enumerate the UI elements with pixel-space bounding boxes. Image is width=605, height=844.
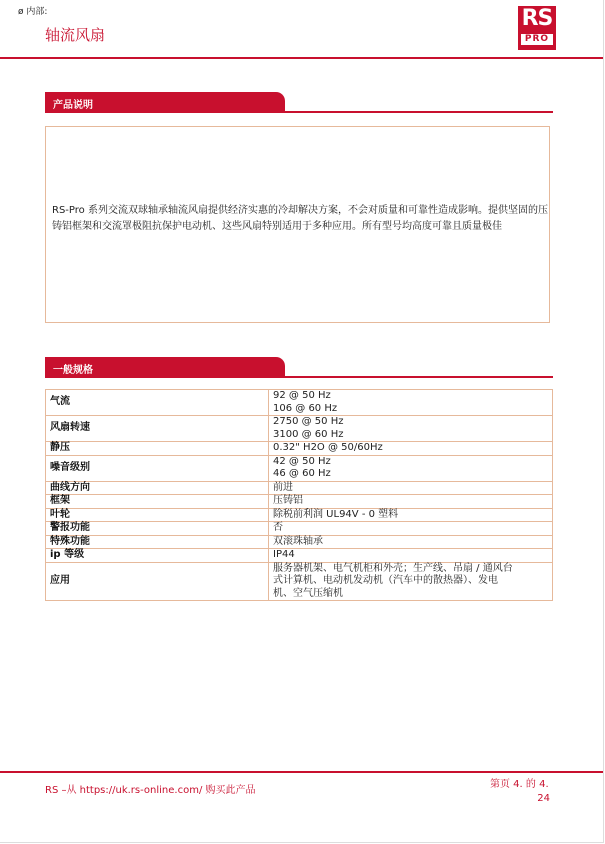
spec-value: [269, 416, 553, 442]
header-rule: [0, 57, 603, 59]
document-title: 轴流风扇: [45, 26, 106, 44]
spec-row: [46, 522, 553, 536]
general-specs-tab: [45, 357, 285, 377]
spec-label: 静压: [46, 442, 269, 456]
spec-label: 风扇转速: [46, 416, 269, 442]
spec-value: [269, 495, 553, 509]
spec-table: [45, 389, 553, 601]
spec-value: [269, 508, 553, 522]
product-description-tab: [45, 92, 285, 112]
spec-label: 框架: [46, 495, 269, 509]
spec-label: 曲线方向: [46, 481, 269, 495]
footer-source-text: RS –从 https://uk.rs-online.com/ 购买此产品: [45, 785, 256, 796]
spec-row: [46, 549, 553, 563]
spec-value-line: 46 @ 60 Hz: [273, 468, 331, 479]
spec-label: ip 等级: [46, 549, 269, 563]
spec-row: [46, 535, 553, 549]
spec-value-line: 0.32" H2O @ 50/60Hz: [273, 442, 383, 453]
product-description-text: RS-Pro 系列交流双球轴承轴流风扇提供经济实惠的冷却解决方案，不会对质量和可靠性造成影响。提供坚固的压铸铝框架和交流罩极阻抗保护电动机、这些风扇特别适用于多种应用。所有型号均高度可靠且质量极佳: [52, 205, 548, 232]
spec-value: [269, 442, 553, 456]
footer-rule: [0, 771, 603, 773]
spec-value-line: 2750 @ 50 Hz: [273, 416, 344, 427]
spec-label: 应用: [46, 562, 269, 601]
spec-value-line: 92 @ 50 Hz: [273, 390, 331, 401]
general-specs-rule: [45, 376, 553, 378]
spec-value-line: 双滚珠轴承: [273, 535, 323, 547]
spec-label: 噪音级别: [46, 455, 269, 481]
spec-value: [269, 522, 553, 536]
footer-page-label: 第页 4. 的 4.: [490, 779, 549, 790]
spec-row: [46, 481, 553, 495]
footer-page-info: [490, 778, 550, 806]
spec-value: [269, 481, 553, 495]
spec-value: [269, 455, 553, 481]
spec-value: [269, 562, 553, 601]
logo-pro-text: PRO: [521, 34, 553, 45]
spec-value: [269, 390, 553, 416]
spec-value-line: 否: [273, 522, 283, 533]
spec-label: 气流: [46, 390, 269, 416]
spec-label: 特殊功能: [46, 535, 269, 549]
spec-value-line: 除税前利润 UL94V - 0 塑料: [273, 508, 399, 520]
spec-value-line: IP44: [273, 549, 295, 560]
spec-value-line: 42 @ 50 Hz: [273, 455, 331, 467]
spec-value-line: 机、空气压缩机: [273, 587, 343, 599]
footer-page-number: 24: [537, 793, 550, 804]
classification-marking: ø 内部:: [18, 7, 48, 17]
rs-pro-logo: [518, 6, 556, 50]
spec-value-line: 3100 @ 60 Hz: [273, 428, 344, 440]
spec-value: [269, 535, 553, 549]
spec-label: 叶轮: [46, 508, 269, 522]
spec-value: [269, 549, 553, 563]
spec-row: [46, 416, 553, 442]
spec-value-line: 106 @ 60 Hz: [273, 402, 338, 414]
spec-row: [46, 562, 553, 601]
spec-table-body: [46, 390, 553, 601]
product-description-rule: [45, 111, 553, 113]
general-specs-heading: 一般规格: [53, 365, 93, 376]
spec-row: [46, 508, 553, 522]
spec-value-line: 服务器机架、电气机柜和外壳；生产线、吊扇 / 通风台: [273, 562, 513, 574]
spec-value-line: 式计算机、电动机发动机（汽车中的散热器）、发电: [273, 575, 498, 586]
spec-value-line: 前进: [273, 481, 293, 493]
spec-row: [46, 442, 553, 456]
spec-row: [46, 390, 553, 416]
logo-rs-text: RS: [521, 6, 553, 31]
spec-row: [46, 455, 553, 481]
spec-label: 警报功能: [46, 522, 269, 536]
spec-value-line: 压铸铝: [273, 495, 303, 506]
spec-row: [46, 495, 553, 509]
product-description-heading: 产品说明: [53, 100, 93, 111]
